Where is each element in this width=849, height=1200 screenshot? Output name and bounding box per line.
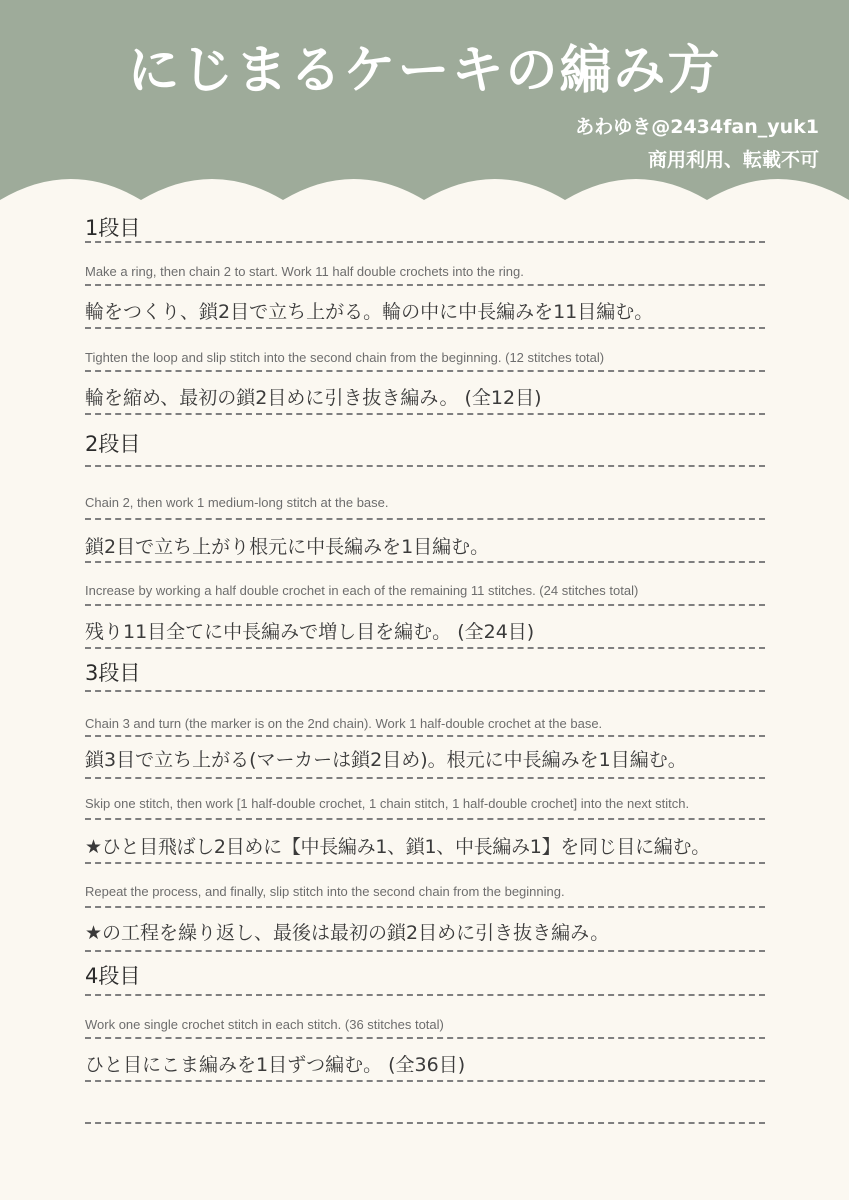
step-en: Skip one stitch, then work [1 half-double crochet, 1 chain stitch, 1 half-double crochet] into the next stitch. (85, 796, 690, 811)
divider (85, 370, 765, 372)
step-ja: 鎖3目で立ち上がる(マーカーは鎖2目め)。根元に中長編みを1目編む。 (85, 749, 687, 771)
usage-notice: 商用利用、転載不可 (647, 149, 819, 171)
round-heading-2: 2段目 (85, 432, 141, 456)
author-handle: あわゆき@2434fan_yuk1 (575, 116, 819, 138)
step-ja: 輪をつくり、鎖2目で立ち上がる。輪の中に中長編みを11目編む。 (85, 301, 654, 323)
step-ja: 鎖2目で立ち上がり根元に中長編みを1目編む。 (85, 536, 490, 558)
divider (85, 1037, 765, 1039)
page-title: にじまるケーキの編み方 (127, 41, 722, 101)
divider (85, 604, 765, 606)
divider (85, 284, 765, 286)
divider (85, 647, 765, 649)
divider (85, 735, 765, 737)
round-heading-3: 3段目 (85, 661, 141, 685)
header-banner (0, 0, 849, 240)
divider (85, 241, 765, 243)
step-en: Increase by working a half double crochet in each of the remaining 11 stitches. (24 stitches total) (85, 583, 639, 598)
step-en: Chain 2, then work 1 medium-long stitch at the base. (85, 495, 389, 510)
divider (85, 777, 765, 779)
divider (85, 518, 765, 520)
step-ja: ★の工程を繰り返し、最後は最初の鎖2目めに引き抜き編み。 (85, 922, 610, 944)
step-ja: ひと目にこま編みを1目ずつ編む。 (全36目) (85, 1054, 466, 1076)
step-en: Make a ring, then chain 2 to start. Work 11 half double crochets into the ring. (85, 264, 524, 279)
divider (85, 862, 765, 864)
step-ja: 残り11目全てに中長編みで増し目を編む。 (全24目) (85, 621, 535, 643)
step-en: Tighten the loop and slip stitch into the second chain from the beginning. (12 stitches total) (85, 350, 605, 365)
divider (85, 906, 765, 908)
step-en: Chain 3 and turn (the marker is on the 2nd chain). Work 1 half-double crochet at the base. (85, 716, 603, 731)
step-en: Repeat the process, and finally, slip stitch into the second chain from the beginning. (85, 884, 565, 899)
divider (85, 690, 765, 692)
divider (85, 561, 765, 563)
round-heading-4: 4段目 (85, 964, 141, 988)
divider (85, 1080, 765, 1082)
divider (85, 950, 765, 952)
divider (85, 327, 765, 329)
divider (85, 818, 765, 820)
round-heading-1: 1段目 (85, 216, 141, 240)
divider (85, 994, 765, 996)
step-en: Work one single crochet stitch in each stitch. (36 stitches total) (85, 1017, 444, 1032)
divider (85, 1122, 765, 1124)
step-ja: ★ひと目飛ばし2目めに【中長編み1、鎖1、中長編み1】を同じ目に編む。 (85, 836, 710, 858)
divider (85, 465, 765, 467)
step-ja: 輪を縮め、最初の鎖2目めに引き抜き編み。 (全12目) (85, 387, 542, 409)
divider (85, 413, 765, 415)
